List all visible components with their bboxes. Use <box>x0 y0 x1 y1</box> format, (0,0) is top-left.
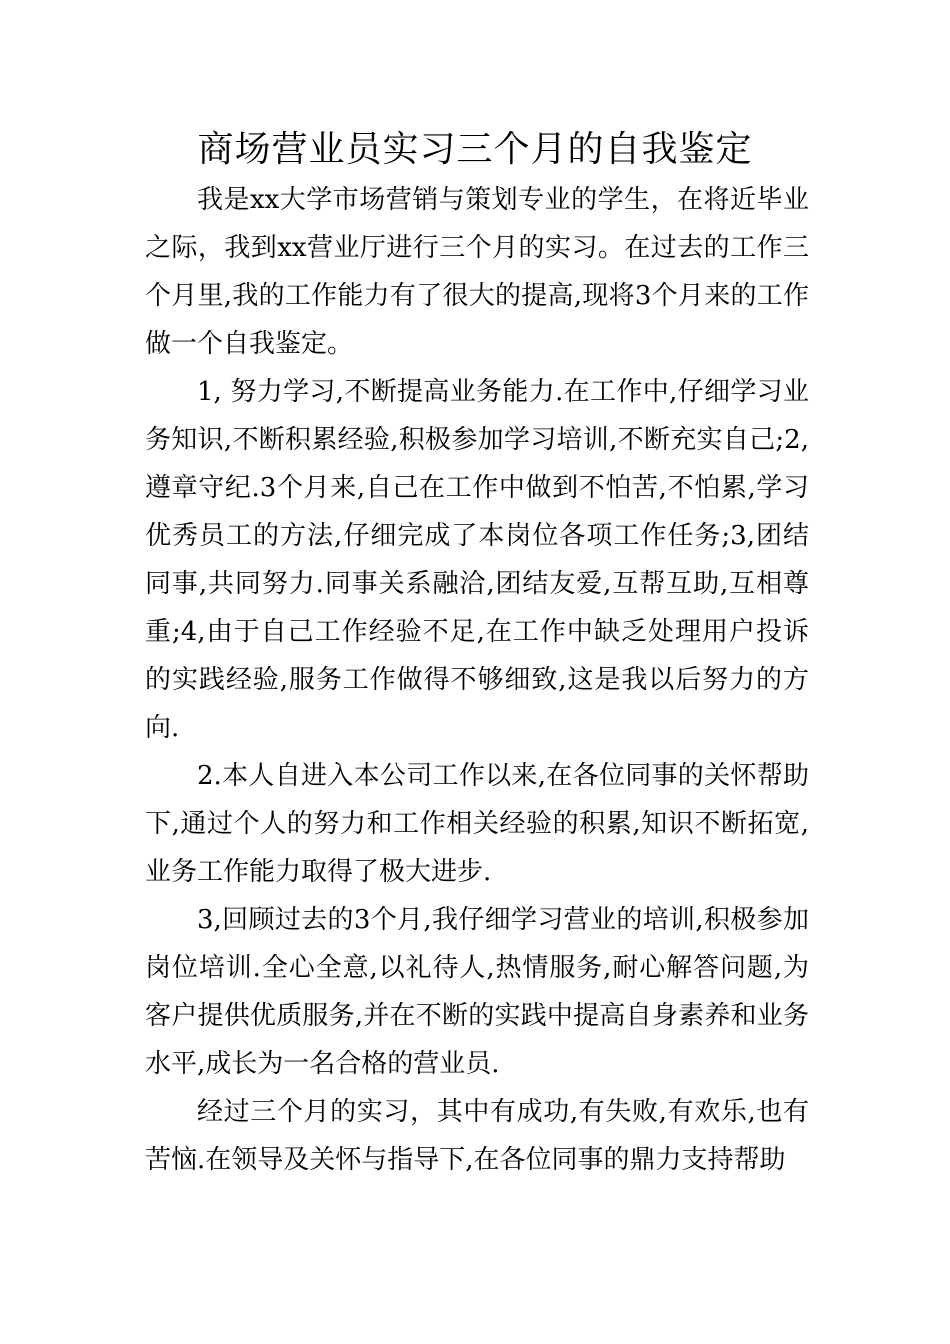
document-title: 商场营业员实习三个月的自我鉴定 <box>197 129 753 170</box>
paragraph-intro: 我是xx大学市场营销与策划专业的学生，在将近毕业之际，我到xx营业厅进行三个月的实习。在过去的工作三个月里,我的工作能力有了很大的提高,现将3个月来的工作做一个自我鉴定。 <box>145 185 809 359</box>
paragraph-point-1: 1, 努力学习,不断提高业务能力.在工作中,仔细学习业务知识,不断积累经验,积极参加学习培训,不断充实自己;2,遵章守纪.3个月来,自己在工作中做到不怕苦,不怕累,学习优秀员工的方法,仔细完成了本岗位各项工作任务;3,团结同事,共同努力.同事关系融洽,团结友爱,互帮互助,互相尊重;4,由于自己工作经验不足,在工作中缺乏处理用户投诉的实践经验,服务工作做得不够细致,这是我以后努力的方向. <box>145 377 809 743</box>
paragraph-summary: 经过三个月的实习，其中有成功,有失败,有欢乐,也有苦恼.在领导及关怀与指导下,在各位同事的鼎力支持帮助 <box>145 1097 809 1175</box>
document-body <box>145 176 809 1184</box>
paragraph-point-3: 3,回顾过去的3个月,我仔细学习营业的培训,积极参加岗位培训.全心全意,以礼待人,热情服务,耐心解答问题,为客户提供优质服务,并在不断的实践中提高自身素养和业务水平,成长为一名合格的营业员. <box>145 905 809 1079</box>
paragraph-point-2: 2.本人自进入本公司工作以来,在各位同事的关怀帮助下,通过个人的努力和工作相关经验的积累,知识不断拓宽,业务工作能力取得了极大进步. <box>145 761 809 887</box>
